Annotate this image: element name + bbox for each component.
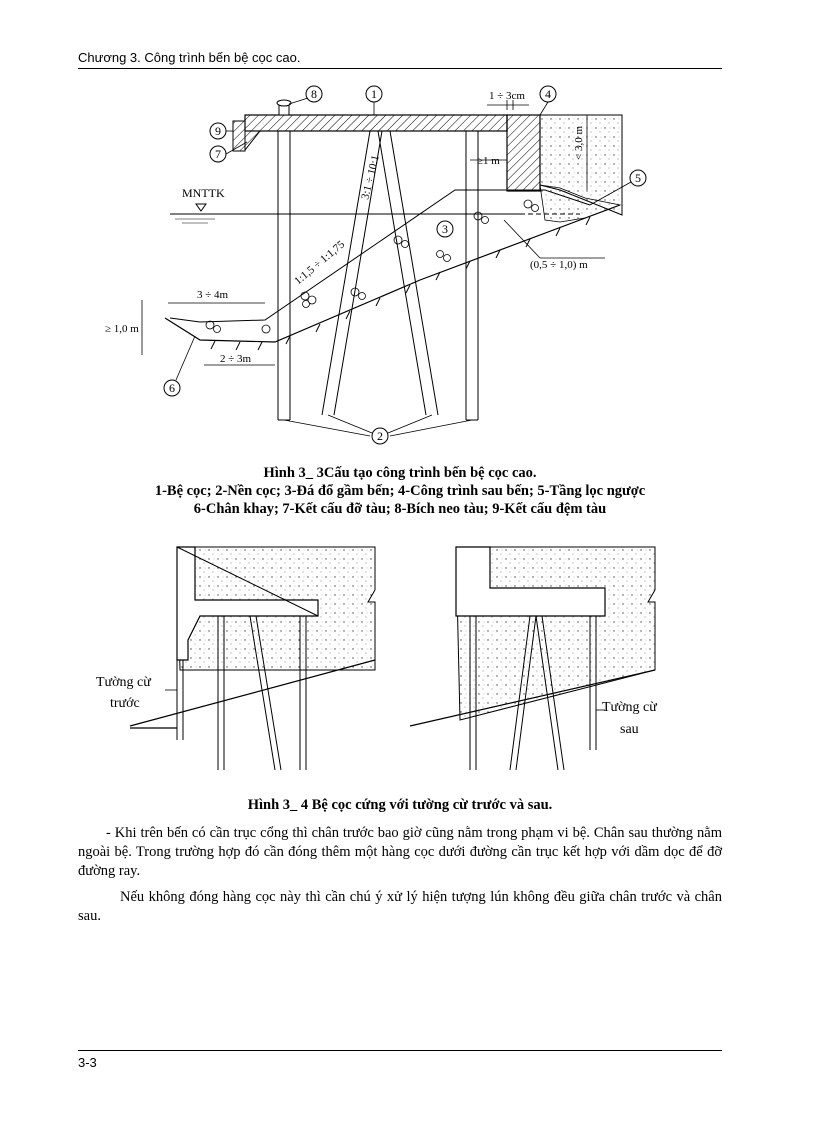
berm-width-dimension: 3 ÷ 4m bbox=[197, 289, 229, 301]
callout-1: 1 bbox=[371, 87, 377, 101]
body-paragraph-2: Nếu không đóng hàng cọc này thì cần chú ý xử lý hiện tượng lún không đều giữa chân trước và chân sau. bbox=[78, 889, 722, 924]
figure2-caption: Hình 3_ 4 Bệ cọc cứng với tường cừ trước và sau. bbox=[247, 797, 553, 813]
min-distance-dimension: ≥1 m bbox=[477, 155, 500, 167]
water-level-label: MNTTK bbox=[182, 186, 225, 200]
rear-structure bbox=[507, 115, 540, 191]
page-number: 3-3 bbox=[78, 1055, 97, 1070]
back-wall-label-line1: Tường cừ bbox=[602, 700, 657, 715]
callout-3: 3 bbox=[442, 222, 448, 236]
figure-rigid-pile-cap-sheet-walls bbox=[0, 530, 816, 790]
toe-width-dimension: 2 ÷ 3m bbox=[220, 353, 252, 365]
callout-6: 6 bbox=[169, 381, 175, 395]
figure1-caption-line2: 1-Bệ cọc; 2-Nền cọc; 3-Đá đổ gầm bến; 4-Công trình sau bến; 5-Tầng lọc ngược bbox=[154, 483, 646, 499]
pier-cap bbox=[245, 115, 507, 131]
filter-thickness-dimension: (0,5 ÷ 1,0) m bbox=[530, 259, 588, 271]
callout-9: 9 bbox=[215, 124, 221, 138]
front-wall-label-line1: Tường cừ bbox=[96, 675, 151, 690]
rock-symbols bbox=[206, 200, 539, 333]
bank-slope-label: 1:1,5 ÷ 1:1,75 bbox=[292, 238, 348, 288]
figure1-caption-line3: 6-Chân khay; 7-Kết cấu đỡ tàu; 8-Bích neo tàu; 9-Kết cấu đệm tàu bbox=[193, 501, 607, 517]
callout-5: 5 bbox=[635, 171, 641, 185]
pile-slope-label: 3:1 ÷ 10:1 bbox=[359, 154, 382, 201]
height-dimension: < 3,0 m bbox=[573, 125, 585, 160]
front-wall-label-line2: trước bbox=[110, 696, 140, 711]
page-header: Chương 3. Công trình bến bệ cọc cao. bbox=[78, 50, 301, 65]
callout-2: 2 bbox=[377, 429, 383, 443]
callout-4: 4 bbox=[545, 87, 551, 101]
ship-support bbox=[245, 131, 260, 150]
footer-rule bbox=[78, 1050, 722, 1051]
gap-dimension: 1 ÷ 3cm bbox=[489, 90, 525, 102]
figure-pile-pier-structure bbox=[0, 0, 816, 460]
toe-height-dimension: ≥ 1,0 m bbox=[105, 323, 139, 335]
rock-fill bbox=[170, 190, 590, 322]
figure1-caption-title: Hình 3_ 3Cấu tạo công trình bến bệ cọc cao. bbox=[263, 465, 537, 481]
back-wall-label-line2: sau bbox=[620, 722, 639, 737]
body-paragraph-1: - Khi trên bến có cần trục cổng thì chân trước bao giờ cũng nằm trong phạm vi bệ. Chân sau thường nằm ngoài bệ. Trong trường hợp đó cần đóng thêm một hàng cọc dưới đường cần trục kết hợp với dầm dọc để đỡ đường ray. bbox=[78, 825, 722, 879]
callout-7: 7 bbox=[215, 147, 221, 161]
callout-8: 8 bbox=[311, 87, 317, 101]
